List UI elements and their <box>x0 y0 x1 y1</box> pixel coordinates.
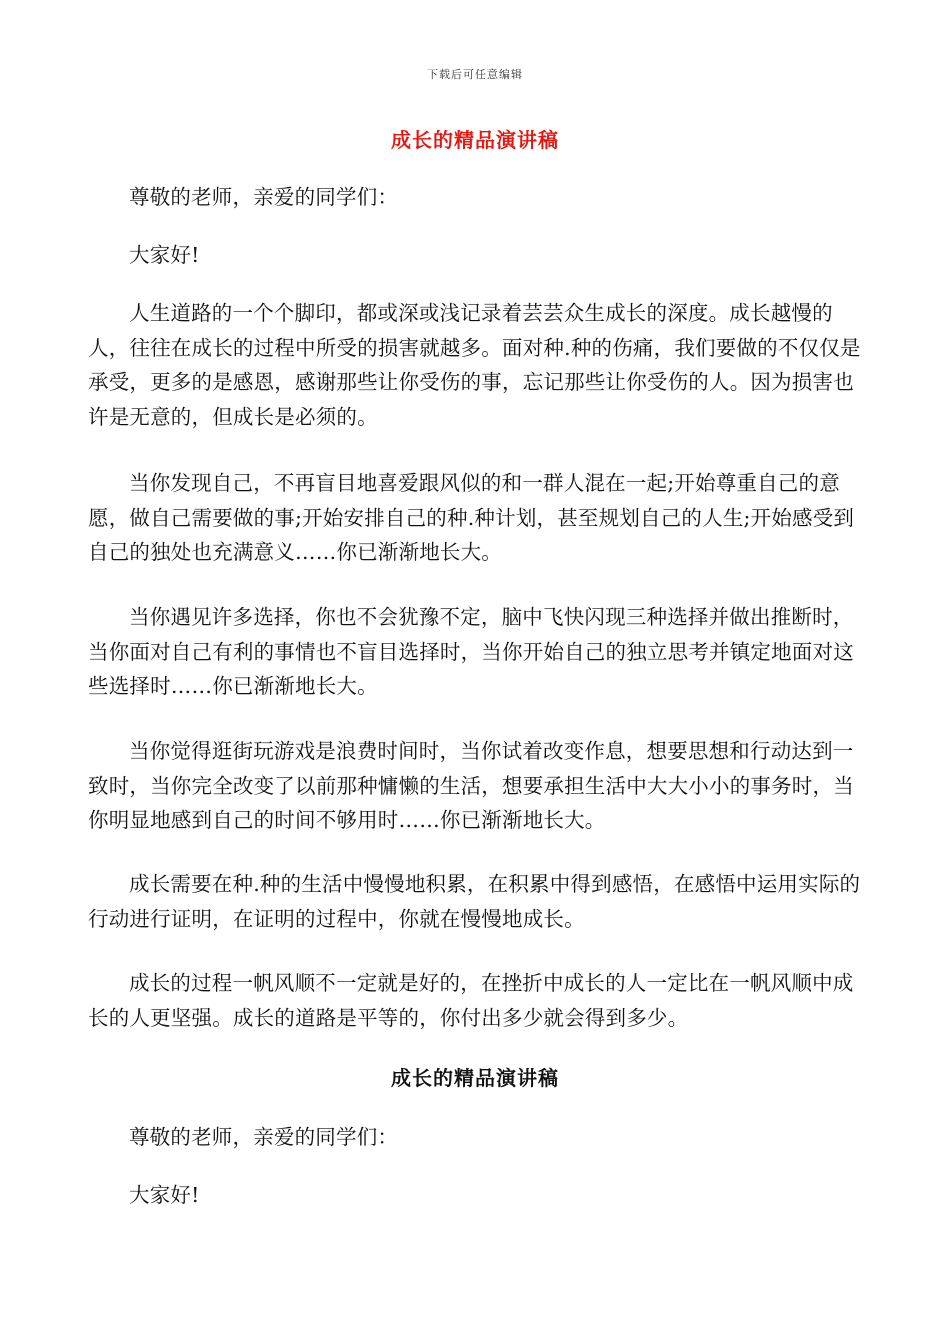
second-greeting-paragraph: 大家好! <box>129 1183 200 1207</box>
body-paragraph-5: 成长需要在种.种的生活中慢慢地积累，在积累中得到感悟，在感悟中运用实际的行动进行证明，在证明的过程中，你就在慢慢地成长。 <box>88 872 861 931</box>
body-paragraph-1: 人生道路的一个个脚印，都或深或浅记录着芸芸众生成长的深度。成长越慢的人，往往在成长的过程中所受的损害就越多。面对种.种的伤痛，我们要做的不仅仅是承受，更多的是感恩，感谢那些让你受伤的事，忘记那些让你受伤的人。因为损害也许是无意的，但成长是必须的。 <box>88 301 861 429</box>
greeting-paragraph: 大家好! <box>129 243 200 267</box>
body-paragraph-2: 当你发现自己，不再盲目地喜爱跟风似的和一群人混在一起;开始尊重自己的意愿，做自己需要做的事;开始安排自己的种.种计划，甚至规划自己的人生;开始感受到自己的独处也充满意义……你已渐渐地长大。 <box>88 471 855 564</box>
body-paragraph-3: 当你遇见许多选择，你也不会犹豫不定，脑中飞快闪现三种选择并做出推断时，当你面对自己有利的事情也不盲目选择时，当你开始自己的独立思考并镇定地面对这些选择时……你已渐渐地长大。 <box>88 605 854 698</box>
header-note: 下载后可任意编辑 <box>427 68 523 81</box>
body-paragraph-6: 成长的过程一帆风顺不一定就是好的，在挫折中成长的人一定比在一帆风顺中成长的人更坚强。成长的道路是平等的，你付出多少就会得到多少。 <box>88 971 854 1030</box>
salutation-paragraph: 尊敬的老师，亲爱的同学们： <box>129 185 399 209</box>
document-title: 成长的精品演讲稿 <box>391 128 559 152</box>
body-paragraph-4: 当你觉得逛街玩游戏是浪费时间时，当你试着改变作息，想要思想和行动达到一致时，当你完全改变了以前那种慵懒的生活，想要承担生活中大大小小的事务时，当你明显地感到自己的时间不够用时……你已渐渐地长大。 <box>88 739 854 832</box>
second-salutation-paragraph: 尊敬的老师，亲爱的同学们： <box>129 1125 399 1149</box>
second-document-title: 成长的精品演讲稿 <box>391 1066 559 1090</box>
